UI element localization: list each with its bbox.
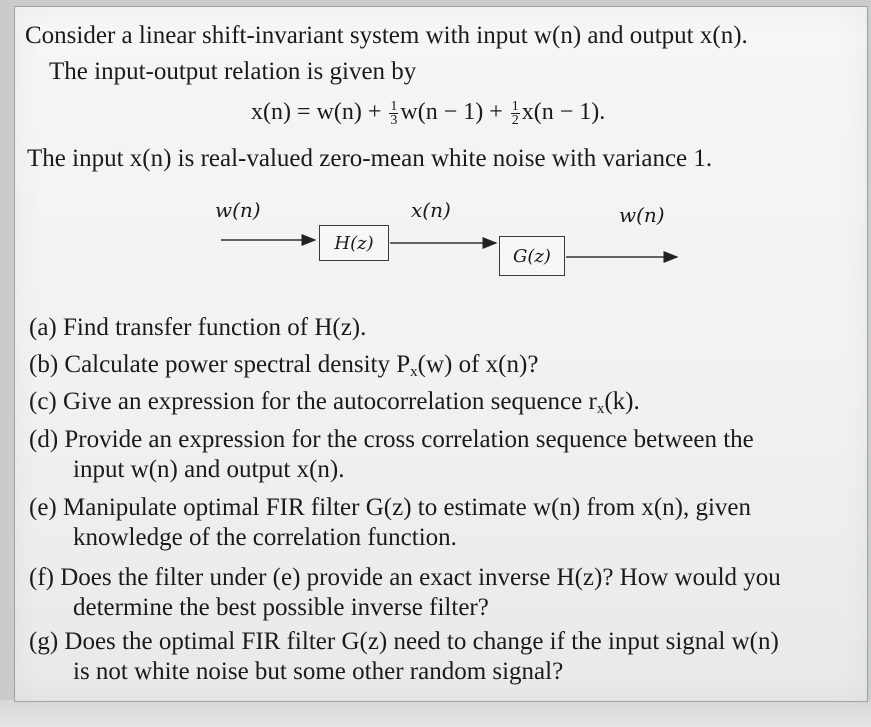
question-g-line-2: is not white noise but some other random signal? [73, 658, 564, 685]
question-e-line-2: knowledge of the correlation function. [73, 524, 457, 551]
subscript: x [410, 364, 418, 380]
g-filter-block: G(z) [499, 236, 565, 276]
fraction-denominator: 3 [390, 112, 398, 128]
question-e-line-1: (e) Manipulate optimal FIR filter G(z) to estimate w(n) from x(n), given [29, 494, 752, 521]
question-c-text-end: (k). [604, 388, 640, 415]
photo-background-edge [0, 700, 871, 727]
question-a: (a) Find transfer function of H(z). [29, 314, 367, 341]
fraction-one-half [511, 100, 520, 127]
input-output-equation [251, 97, 605, 127]
intro-line-2: The input-output relation is given by [49, 58, 417, 85]
problem-sheet [14, 6, 868, 702]
question-b [29, 350, 538, 387]
equation-lhs: x(n) = w(n) + [251, 99, 388, 125]
question-d-line-1: (d) Provide an expression for the cross correlation sequence between the [29, 426, 754, 453]
question-c-text: (c) Give an expression for the autocorrelation sequence r [29, 388, 597, 415]
question-d-line-2: input w(n) and output x(n). [73, 456, 345, 483]
fraction-numerator: 1 [390, 98, 398, 114]
equation-middle: w(n − 1) + [400, 99, 509, 125]
fraction-denominator: 2 [511, 112, 519, 128]
intro-line-3: The input x(n) is real-valued zero-mean white noise with variance 1. [27, 145, 713, 172]
question-c [29, 387, 640, 424]
fraction-one-third [389, 100, 398, 127]
fraction-numerator: 1 [511, 98, 519, 114]
equation-end: x(n − 1). [521, 99, 606, 125]
question-f-line-1: (f) Does the filter under (e) provide an exact inverse H(z)? How would you [29, 564, 781, 591]
output-signal-label: w(n) [619, 203, 665, 227]
question-f-line-2: determine the best possible inverse filter? [73, 594, 489, 621]
input-signal-label: w(n) [215, 198, 261, 222]
question-g-line-1: (g) Does the optimal FIR filter G(z) need to change if the input signal w(n) [29, 628, 779, 655]
intermediate-signal-label: x(n) [411, 198, 451, 222]
h-filter-block: H(z) [319, 225, 389, 261]
question-b-text-end: (w) of x(n)? [417, 351, 539, 378]
question-b-text: (b) Calculate power spectral density P [29, 351, 411, 378]
subscript: x [596, 401, 605, 417]
intro-line-1: Consider a linear shift-invariant system with input w(n) and output x(n). [25, 22, 748, 49]
